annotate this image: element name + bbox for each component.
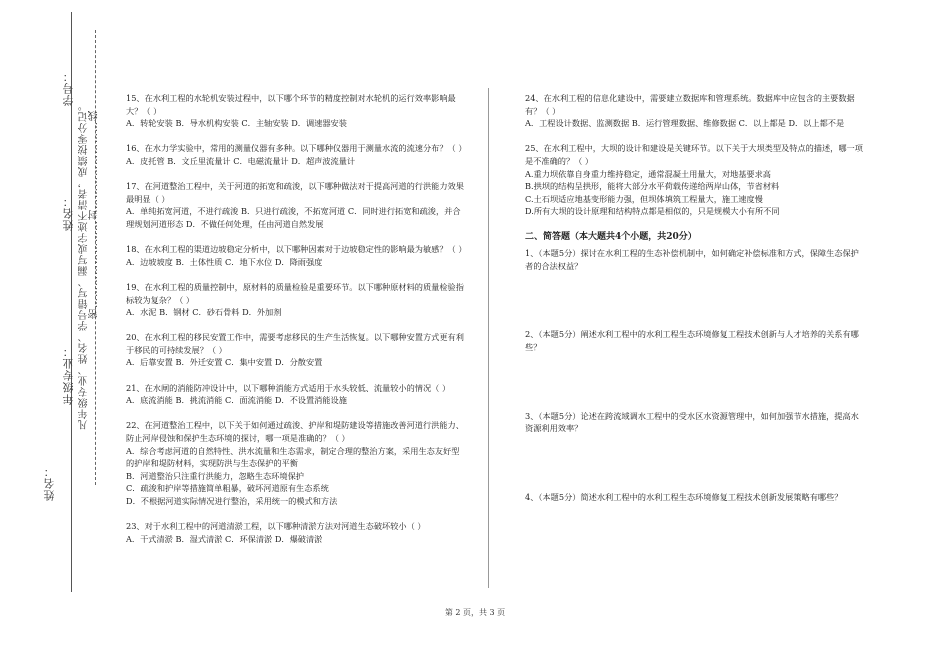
question-option-d: D.所有大坝的设计原理和结构特点都是相似的，只是规模大小有所不同 [525, 206, 780, 217]
question-25 [525, 142, 865, 218]
question-options: A．后靠安置 B．外迁安置 C．集中安置 D．分散安置 [126, 357, 323, 368]
question-22 [126, 419, 466, 507]
student-id-label: 学号： [62, 70, 75, 106]
question-option-c: C.土石坝适应地基变形能力强，但坝体填筑工程量大，施工速度慢 [525, 193, 763, 204]
short-answer-2: 2、（本题5分）阐述水利工程中的水利工程生态环境修复工程技术创新与人才培养的关系有哪些？ [525, 329, 859, 352]
question-options: A．边坡坡度 B．土体性质 C．地下水位 D．降雨强度 [126, 256, 323, 267]
question-option-c: C．疏浚和护岸等措施简单粗暴，破坏河道原有生态系统 [126, 483, 329, 494]
page-number-footer: 第 2 页，共 3 页 [444, 608, 506, 617]
column-divider [488, 88, 489, 588]
question-option-b: B.拱坝的结构呈拱形，能将大部分水平荷载传递给两岸山体，节省材料 [525, 181, 780, 192]
short-answer-1: 1、（本题5分）探讨在水利工程的生态补偿机制中，如何确定补偿标准和方式，保障生态保护者的合法权益？ [525, 248, 859, 271]
right-question-column [525, 92, 865, 559]
question-text: 15、在水利工程的水轮机安装过程中，以下哪个环节的精度控制对水轮机的运行效率影响最大？（ ） [126, 93, 456, 116]
question-text: 23、对于水利工程中的河道清淤工程，以下哪种清淤方法对河道生态破坏较小（ ） [126, 521, 426, 532]
question-text: 16、在水力学实验中，常用的测量仪器有多种。以下哪种仪器用于测量水流的流速分布？（ ） [126, 143, 467, 154]
question-options: A．工程设计数据、监测数据 B．运行管理数据、维修数据 C．以上都是 D．以上都不是 [525, 118, 845, 129]
question-text: 22、在河道整治工程中，以下关于如何通过疏浚、护岸和堤防建设等措施改善河道行洪能力、防止河岸侵蚀和保护生态环境的探讨，哪一项是准确的？（ ） [126, 420, 464, 444]
question-options: A．单纯拓宽河道，不进行疏浚 B．只进行疏浚，不拓宽河道 C．同时进行拓宽和疏浚，并合理规划河道形态 D．不做任何处理，任由河道自然发展 [126, 206, 461, 229]
question-16 [126, 142, 466, 167]
question-text: 18、在水利工程的渠道边坡稳定分析中，以下哪种因素对于边坡稳定性的影响最为敏感？（ ） [126, 244, 467, 255]
question-20 [126, 331, 466, 369]
question-21 [126, 382, 466, 407]
major-label: 年级专业： [62, 345, 75, 405]
question-options: A．转轮安装 B．导水机构安装 C．主轴安装 D．调速器安装 [126, 118, 347, 129]
question-text: 17、在河道整治工程中，关于河道的拓宽和疏浚，以下哪种做法对于提高河道的行洪能力效果最明显（ ） [126, 181, 464, 204]
seal-notice: 密……………………封……………………线 [89, 110, 100, 319]
question-text: 25、在水利工程中，大坝的设计和建设是关键环节。以下关于大坝类型及特点的描述，哪一项是不准确的？（ ） [525, 143, 863, 166]
binding-notice: 凡年级专业、姓名、学号错写、漏写或字迹不清者，成绩按零分记。 [79, 100, 90, 430]
question-15 [126, 92, 466, 130]
short-answer-3: 3、（本题5分）论述在跨流域调水工程中的受水区水资源管理中，如何加强节水措施，提高水资源利用效率？ [525, 410, 859, 434]
question-option-b: B．河道整治只注重行洪能力，忽略生态环境保护 [126, 470, 304, 481]
question-options: A．水泥 B．钢材 C．砂石骨料 D．外加剂 [126, 307, 282, 318]
question-option-d: D．不根据河道实际情况进行整治，采用统一的模式和方法 [126, 496, 338, 506]
short-answer-4: 4、（本题5分）简述水利工程中的水利工程生态环境修复工程技术创新发展策略有哪些？ [525, 491, 843, 502]
question-options: A．底流消能 B．挑流消能 C．面流消能 D．不设置消能设施 [126, 395, 347, 406]
name-label: 姓名： [62, 195, 75, 231]
question-text: 19、在水利工程的质量控制中，原材料的质量检验是重要环节。以下哪种原材料的质量检验指标较为复杂？（ ） [126, 281, 464, 305]
question-17 [126, 180, 466, 230]
question-options: A．干式清淤 B．湿式清淤 C．环保清淤 D．爆破清淤 [126, 533, 323, 544]
question-text: 20、在水利工程的移民安置工作中，需要考虑移民的生产生活恢复。以下哪种安置方式更有利于移民的可持续发展？（ ） [126, 332, 464, 355]
question-text: 24、在水利工程的信息化建设中，需要建立数据库和管理系统。数据库中应包含的主要数据有？（ ） [525, 93, 855, 116]
section-title-short-answer: 二、简答题（本大题共4个小题，共20分） [525, 231, 697, 242]
question-text: 21、在水闸的消能防冲设计中，以下哪种消能方式适用于水头较低、流量较小的情况（ ） [126, 382, 451, 393]
question-18 [126, 243, 466, 268]
question-option-a: A.重力坝依靠自身重力维持稳定，通常混凝土用量大，对地基要求高 [525, 168, 771, 179]
question-23 [126, 520, 466, 545]
left-question-column [126, 92, 466, 558]
question-24 [525, 92, 865, 130]
question-19 [126, 281, 466, 319]
question-options: A．皮托管 B．文丘里流量计 C．电磁流量计 D．超声波流量计 [126, 155, 356, 166]
school-name-label: 姓名： [43, 465, 56, 501]
question-option-a: A．综合考虑河道的自然特性、洪水流量和生态需求，制定合理的整治方案，采用生态友好型的护岸和堤防材料，实现防洪与生态保护的平衡 [126, 445, 460, 469]
